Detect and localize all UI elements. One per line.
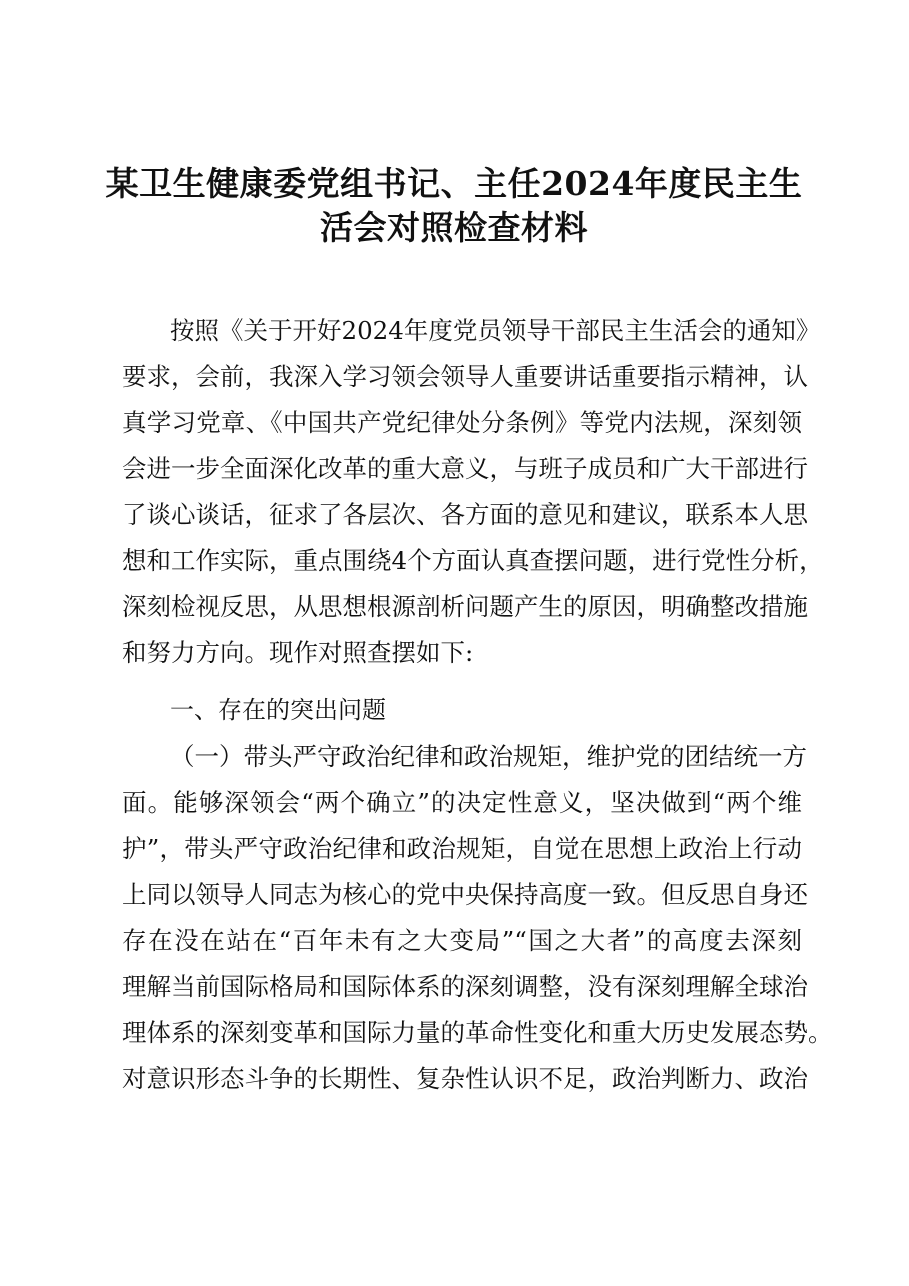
- paragraph-2-line-6: 理解当前国际格局和国际体系的深刻调整，没有深刻理解全球治: [122, 972, 808, 1001]
- paragraph-1-line-3: 真学习党章、《中国共产党纪律处分条例》等党内法规，深刻领: [122, 408, 802, 437]
- paragraph-2-line-8: 对意识形态斗争的长期性、复杂性认识不足，政治判断力、政治: [122, 1064, 808, 1093]
- paragraph-1-line-6: 想和工作实际，重点围绕4个方面认真查摆问题，进行党性分析，: [122, 546, 824, 575]
- paragraph-1-line-8: 和努力方向。现作对照查摆如下:: [122, 638, 474, 667]
- paragraph-1-line-1: 按照《关于开好2024年度党员领导干部民主生活会的通知》: [170, 316, 821, 345]
- section-heading-1: 一、存在的突出问题: [170, 696, 386, 724]
- paragraph-1-line-5: 了谈心谈话，征求了各层次、各方面的意见和建议，联系本人思: [122, 500, 808, 529]
- paragraph-1-line-4: 会进一步全面深化改革的重大意义，与班子成员和广大干部进行: [122, 454, 808, 483]
- document-title-line-2: 活会对照检查材料: [320, 208, 588, 247]
- paragraph-1-line-7: 深刻检视反思，从思想根源剖析问题产生的原因，明确整改措施: [122, 592, 808, 621]
- paragraph-1-line-2: 要求，会前，我深入学习领会领导人重要讲话重要指示精神，认: [122, 362, 808, 391]
- paragraph-2-line-5: 存在没在站在“百年未有之大变局”“国之大者”的高度去深刻: [122, 926, 802, 955]
- paragraph-2-line-4: 上同以领导人同志为核心的党中央保持高度一致。但反思自身还: [122, 880, 808, 909]
- paragraph-2-line-3: 护”，带头严守政治纪律和政治规矩，自觉在思想上政治上行动: [122, 834, 802, 863]
- paragraph-2-line-2: 面。能够深领会“两个确立”的决定性意义，坚决做到“两个维: [122, 788, 802, 817]
- document-title-line-1: 某卫生健康委党组书记、主任2024年度民主生: [105, 164, 803, 203]
- paragraph-2-line-1: （一）带头严守政治纪律和政治规矩，维护党的团结统一方: [170, 742, 807, 771]
- paragraph-2-line-7: 理体系的深刻变革和国际力量的革命性变化和重大历史发展态势。: [122, 1018, 833, 1047]
